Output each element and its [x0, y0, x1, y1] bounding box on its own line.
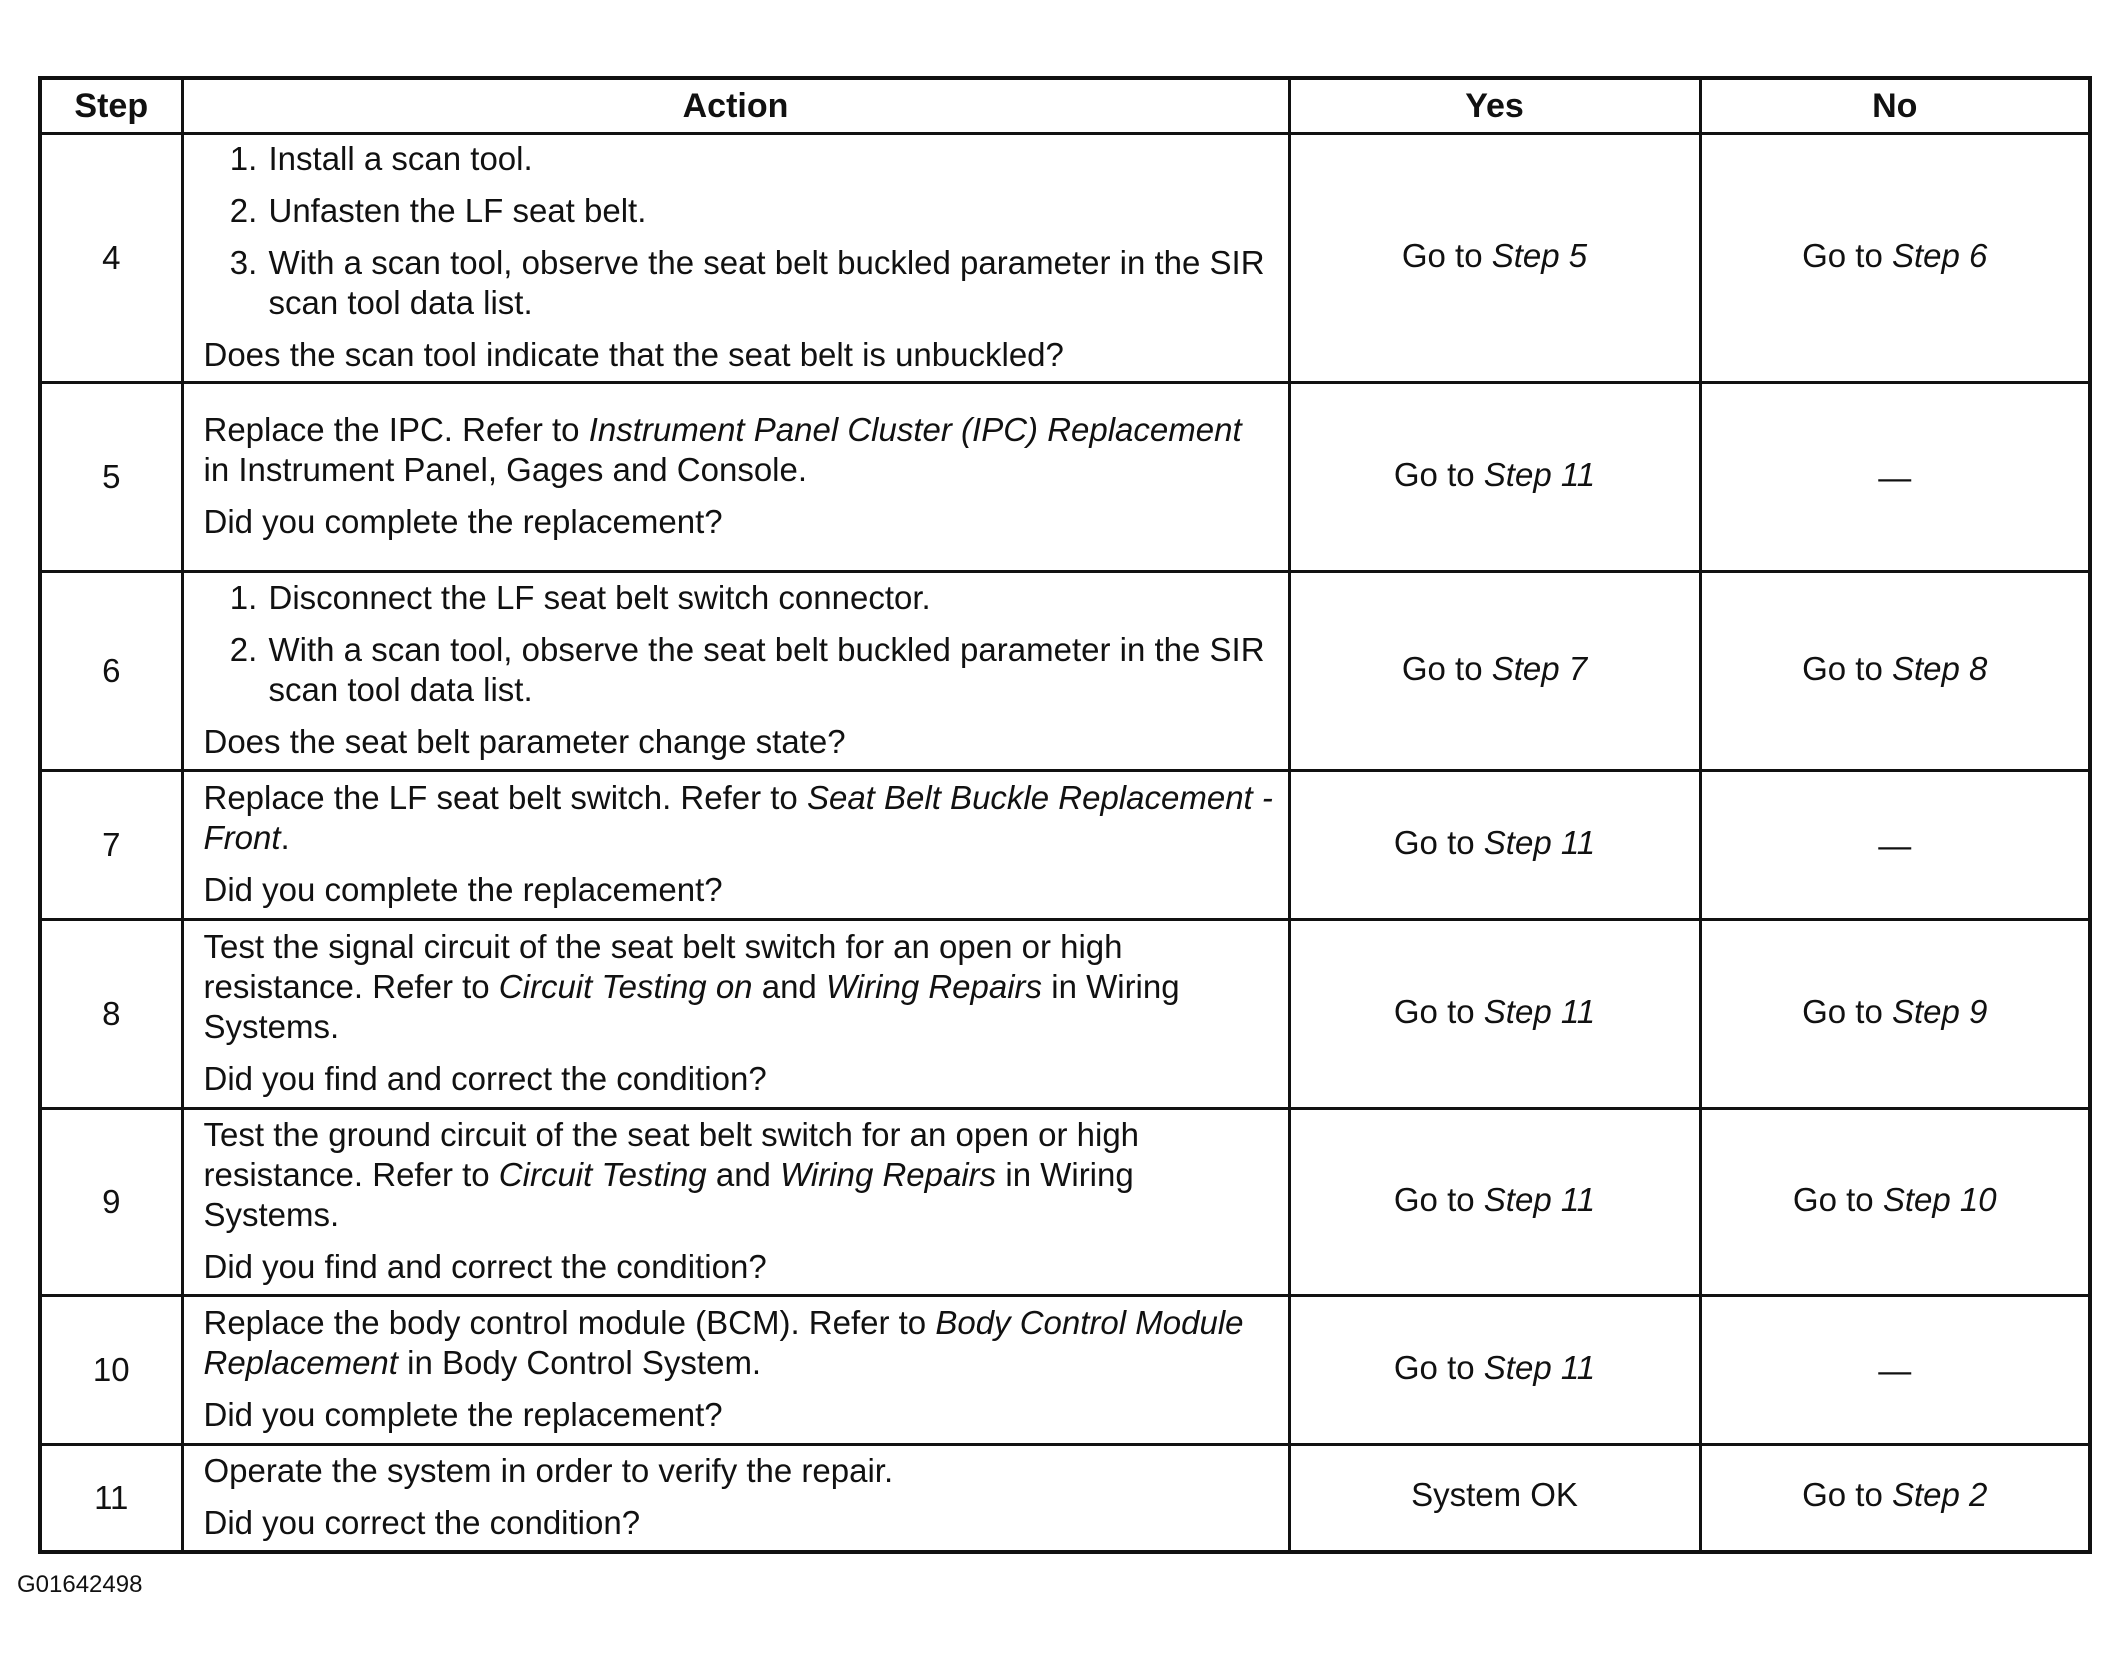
not-applicable-dash: —: [1878, 826, 1912, 864]
action-question: Did you find and correct the condition?: [203, 1248, 767, 1285]
step-number: 7: [40, 771, 182, 920]
reference-title: Seat Belt Buckle Replacement - Front: [203, 779, 1273, 856]
action-question: Did you complete the replacement?: [203, 1396, 723, 1433]
no-goto-prefix: Go to: [1792, 1180, 1874, 1218]
no-cell: [1700, 1296, 2090, 1445]
not-applicable-dash: —: [1878, 1351, 1912, 1389]
yes-goto-prefix: Go to: [1401, 649, 1483, 687]
action-question: Does the seat belt parameter change state?: [203, 723, 846, 760]
instruction-text: in Wiring Systems.: [203, 968, 1180, 1045]
no-cell: [1700, 134, 2090, 383]
table-row: [40, 1445, 2090, 1552]
instruction-text: in Instrument Panel, Gages and Console.: [203, 451, 808, 488]
action-instruction: [204, 1303, 1274, 1383]
yes-goto-step-ref: Step 11: [1483, 823, 1596, 861]
yes-goto-step-ref: Step 11: [1483, 1180, 1596, 1218]
step-number: 6: [40, 572, 182, 771]
action-cell: [182, 771, 1289, 920]
action-cell: [182, 383, 1289, 572]
no-goto-step-ref: Step 2: [1891, 1476, 1988, 1514]
header-action: Action: [182, 78, 1289, 134]
header-step: Step: [40, 78, 182, 134]
table-row: [40, 572, 2090, 771]
reference-title: Body Control Module Replacement: [203, 1304, 1244, 1381]
action-instruction: [204, 1115, 1274, 1235]
reference-title: Instrument Panel Cluster (IPC) Replacement: [588, 411, 1242, 448]
yes-goto-step-ref: Step 7: [1491, 649, 1588, 687]
yes-cell: [1289, 572, 1700, 771]
header-no: No: [1700, 78, 2090, 134]
action-steps-list: [204, 578, 1274, 710]
action-step-item: 2. Unfasten the LF seat belt.: [267, 191, 1274, 231]
reference-title: Wiring Repairs: [780, 1156, 997, 1193]
action-instruction: [204, 410, 1274, 490]
yes-cell: [1289, 920, 1700, 1109]
yes-cell: [1289, 1296, 1700, 1445]
action-cell: [182, 1109, 1289, 1296]
header-row: [40, 78, 2090, 134]
no-goto-prefix: Go to: [1802, 1476, 1883, 1514]
action-cell: [182, 134, 1289, 383]
no-goto-step-ref: Step 10: [1882, 1180, 1997, 1218]
action-step-item: 2. With a scan tool, observe the seat belt buckled parameter in the SIR scan tool data list.: [267, 630, 1274, 710]
step-number: 4: [40, 134, 182, 383]
action-instruction: [204, 927, 1274, 1047]
table-row: [40, 1296, 2090, 1445]
action-cell: [182, 1296, 1289, 1445]
no-cell: [1700, 920, 2090, 1109]
header-yes: Yes: [1289, 78, 1700, 134]
reference-title: Wiring Repairs: [825, 968, 1043, 1005]
yes-goto-step-ref: Step 11: [1483, 992, 1596, 1030]
yes-goto-prefix: Go to: [1393, 992, 1475, 1030]
yes-goto-prefix: Go to: [1401, 236, 1483, 274]
action-question: Did you correct the condition?: [203, 1503, 641, 1541]
instruction-text: Replace the LF seat belt switch. Refer to: [203, 779, 807, 816]
table-row: [40, 920, 2090, 1109]
instruction-text: Replace the IPC. Refer to: [203, 411, 589, 448]
yes-goto-step-ref: Step 5: [1491, 236, 1588, 274]
instruction-text: Test the signal circuit of the seat belt switch for an open or high resistance. Refer to: [203, 928, 1123, 1005]
instruction-text: Test the ground circuit of the seat belt switch for an open or high resistance. Refer to: [203, 1116, 1140, 1193]
no-cell: [1700, 1109, 2090, 1296]
action-step-item: 1. Install a scan tool.: [267, 139, 1274, 179]
action-step-item: 1. Disconnect the LF seat belt switch connector.: [267, 578, 1274, 618]
action-instruction: [204, 1451, 1274, 1491]
yes-cell: [1289, 134, 1700, 383]
no-goto-step-ref: Step 6: [1891, 236, 1988, 274]
step-number: 8: [40, 920, 182, 1109]
no-goto-prefix: Go to: [1802, 992, 1883, 1030]
table-row: [40, 771, 2090, 920]
step-number: 5: [40, 383, 182, 572]
no-cell: [1700, 572, 2090, 771]
table-row: [40, 1109, 2090, 1296]
yes-result: System OK: [1411, 1476, 1578, 1514]
table-row: [40, 383, 2090, 572]
no-goto-prefix: Go to: [1802, 236, 1883, 274]
action-question: Did you complete the replacement?: [203, 503, 723, 540]
step-number: 9: [40, 1109, 182, 1296]
no-goto-step-ref: Step 8: [1891, 649, 1988, 687]
action-cell: [182, 920, 1289, 1109]
action-cell: [182, 572, 1289, 771]
no-cell: [1700, 1445, 2090, 1552]
yes-cell: [1289, 1445, 1700, 1552]
yes-goto-prefix: Go to: [1393, 455, 1475, 493]
no-goto-step-ref: Step 9: [1891, 992, 1988, 1030]
diagnostic-table: [38, 76, 2092, 1554]
not-applicable-dash: —: [1878, 458, 1912, 496]
yes-goto-prefix: Go to: [1393, 1180, 1475, 1218]
no-cell: [1700, 771, 2090, 920]
action-cell: [182, 1445, 1289, 1552]
action-step-item: 3. With a scan tool, observe the seat belt buckled parameter in the SIR scan tool data list.: [267, 243, 1274, 323]
no-cell: [1700, 383, 2090, 572]
instruction-text: .: [280, 819, 290, 856]
yes-cell: [1289, 1109, 1700, 1296]
yes-goto-prefix: Go to: [1393, 823, 1475, 861]
no-goto-prefix: Go to: [1802, 649, 1883, 687]
action-instruction: [204, 778, 1274, 858]
instruction-text: in Body Control System.: [397, 1344, 762, 1381]
table-body: [40, 134, 2090, 1552]
step-number: 11: [40, 1445, 182, 1552]
action-question: Does the scan tool indicate that the seat belt is unbuckled?: [203, 336, 1064, 373]
figure-id: G01642498: [17, 1571, 143, 1598]
yes-goto-prefix: Go to: [1393, 1348, 1475, 1386]
reference-title: Circuit Testing on: [498, 968, 753, 1005]
action-question: Did you find and correct the condition?: [203, 1060, 767, 1097]
yes-cell: [1289, 771, 1700, 920]
yes-goto-step-ref: Step 11: [1483, 455, 1596, 493]
instruction-text: Replace the body control module (BCM). Refer to: [203, 1304, 936, 1341]
action-question: Did you complete the replacement?: [203, 871, 723, 908]
instruction-text: Operate the system in order to verify the repair.: [203, 1451, 894, 1489]
action-steps-list: [204, 139, 1274, 323]
yes-cell: [1289, 383, 1700, 572]
yes-goto-step-ref: Step 11: [1483, 1348, 1596, 1386]
reference-title: Circuit Testing: [498, 1156, 707, 1193]
instruction-text: in Wiring Systems.: [203, 1156, 1134, 1233]
instruction-text: and: [752, 968, 826, 1005]
table-row: [40, 134, 2090, 383]
diagnostic-table-container: [38, 76, 2088, 1554]
instruction-text: and: [706, 1156, 781, 1193]
step-number: 10: [40, 1296, 182, 1445]
